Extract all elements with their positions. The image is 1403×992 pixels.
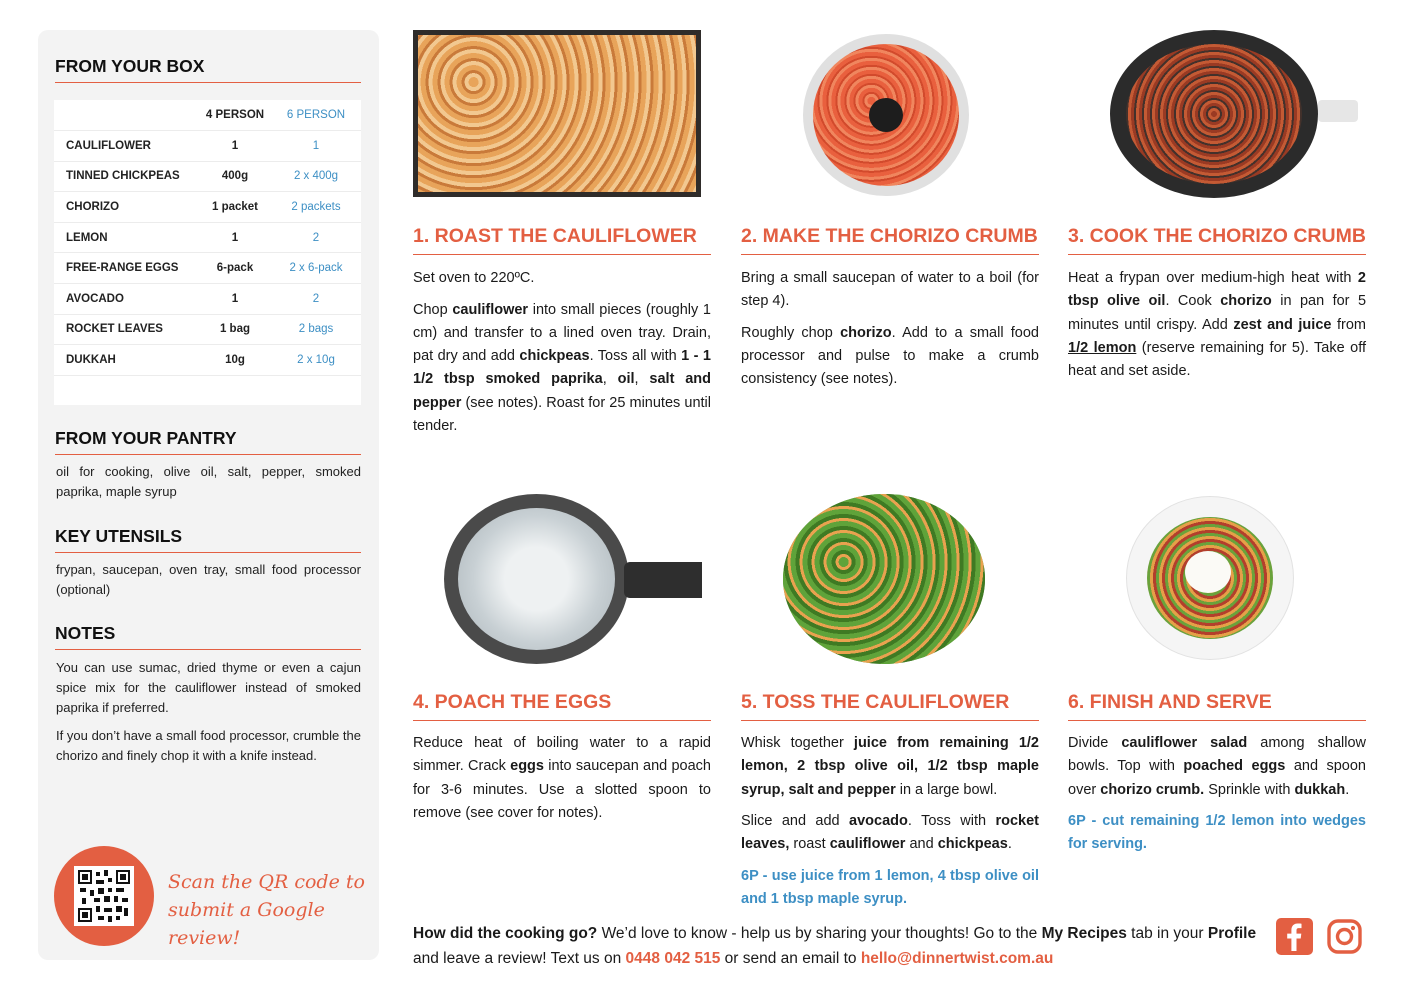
notes-paragraph-2: If you don’t have a small food processor, crumble the chorizo and finely chop it with a knife instead.: [56, 728, 361, 763]
food-processor-photo: [803, 34, 969, 196]
key-utensils-heading: KEY UTENSILS: [55, 526, 361, 553]
feedback-footer: [413, 921, 1263, 971]
ingredient-6p: 1: [271, 131, 361, 162]
ingredients-table: [54, 100, 361, 405]
ingredient-6p: 2 x 400g: [271, 161, 361, 192]
table-row: [54, 131, 361, 162]
step-5-title: 5. TOSS THE CAULIFLOWER: [741, 691, 1039, 721]
step-2-title: 2. MAKE THE CHORIZO CRUMB: [741, 225, 1039, 255]
ingredient-4p: 6-pack: [199, 253, 271, 284]
step-5-line-2: Slice and add avocado. Toss with rocket leaves, roast cauliflower and chickpeas.: [741, 813, 1040, 853]
step-3-line-1: Heat a frypan over medium-high heat with 2 tbsp olive oil. Cook chorizo in pan for 5 minutes until crispy. Add zest and juice from 1/2 lemon (reserve remaining for 5). Take off heat and set aside.: [1068, 270, 1367, 380]
notes-paragraph-1: You can use sumac, dried thyme or even a cajun spice mix for the cauliflower instead of smoked paprika if preferred.: [56, 660, 361, 715]
frypan-chorizo-photo: [1110, 30, 1318, 198]
facebook-icon[interactable]: [1276, 918, 1313, 955]
ingredient-name: DUKKAH: [54, 345, 199, 376]
table-spacer: [54, 375, 361, 405]
step-1-line-2: Chop cauliflower into small pieces (roughly 1 cm) and transfer to a lined oven tray. Drain, pat dry and add chickpeas. Toss all with 1 - 1 1/2 tbsp smoked paprika, oil, salt and pepper (see notes). Roast for 25 minutes until tender.: [413, 301, 712, 435]
step-6-body: [1068, 732, 1366, 865]
frypan-handle: [1318, 100, 1358, 122]
ingredient-4p: 10g: [199, 345, 271, 376]
qr-caption: [168, 868, 368, 952]
table-row: [54, 192, 361, 223]
ingredient-6p: 2 x 6-pack: [271, 253, 361, 284]
qr-caption-line-2: submit a Google review!: [168, 899, 325, 949]
table-row: [54, 222, 361, 253]
step-5-line-1: Whisk together juice from remaining 1/2 lemon, 2 tbsp olive oil, 1/2 tbsp maple syrup, salt and pepper in a large bowl.: [741, 735, 1039, 798]
table-row: [54, 161, 361, 192]
saucepan-handle: [624, 562, 702, 598]
table-row: [54, 345, 361, 376]
step-2-line-2: Roughly chop chorizo. Add to a small food processor and pulse to make a crumb consistency (see notes).: [741, 324, 1040, 388]
instagram-icon[interactable]: [1326, 918, 1363, 955]
step-2-body: [741, 267, 1039, 400]
ingredient-name: AVOCADO: [54, 284, 199, 315]
ingredient-6p: 2 bags: [271, 314, 361, 345]
email-link[interactable]: hello@dinnertwist.com.au: [860, 950, 1054, 967]
table-header-4-person: 4 PERSON: [199, 100, 271, 131]
roasted-cauliflower-photo: [413, 30, 701, 197]
footer-text-2: tab in your: [1126, 925, 1208, 942]
footer-my-recipes: My Recipes: [1041, 925, 1127, 942]
step-3-title: 3. COOK THE CHORIZO CRUMB: [1068, 225, 1366, 255]
ingredient-6p: 2: [271, 284, 361, 315]
table-row: [54, 284, 361, 315]
pantry-text: oil for cooking, olive oil, salt, pepper, smoked paprika, maple syrup: [56, 464, 361, 499]
qr-caption-line-1: Scan the QR code to: [168, 871, 365, 893]
step-5-6p-note: 6P - use juice from 1 lemon, 4 tbsp olive oil and 1 tbsp maple syrup.: [741, 868, 1039, 908]
table-header-blank: [54, 100, 199, 131]
from-your-box-heading: FROM YOUR BOX: [55, 56, 361, 83]
footer-profile: Profile: [1207, 925, 1257, 942]
qr-code-icon[interactable]: [74, 866, 134, 926]
ingredient-6p: 2 x 10g: [271, 345, 361, 376]
table-row: [54, 253, 361, 284]
table-row: [54, 314, 361, 345]
step-6-line-1: Divide cauliflower salad among shallow bowls. Top with poached eggs and spoon over chorizo crumb. Sprinkle with dukkah.: [1068, 735, 1366, 798]
step-1-title: 1. ROAST THE CAULIFLOWER: [413, 225, 711, 255]
ingredients-sidebar: [38, 30, 379, 960]
step-2-line-1: Bring a small saucepan of water to a boil (for step 4).: [741, 270, 1039, 310]
notes-heading: NOTES: [55, 623, 361, 650]
ingredient-name: FREE-RANGE EGGS: [54, 253, 199, 284]
footer-question: How did the cooking go?: [413, 925, 598, 942]
ingredient-name: TINNED CHICKPEAS: [54, 161, 199, 192]
ingredient-4p: 1 bag: [199, 314, 271, 345]
step-5-body: [741, 732, 1039, 920]
footer-text-3: and leave a review! Text us on: [413, 950, 626, 967]
table-header-row: [54, 100, 361, 131]
phone-link[interactable]: 0448 042 515: [625, 950, 721, 967]
step-4-body: [413, 732, 711, 833]
step-6-6p-note: 6P - cut remaining 1/2 lemon into wedges for serving.: [1068, 813, 1366, 853]
ingredient-name: LEMON: [54, 222, 199, 253]
ingredient-6p: 2: [271, 222, 361, 253]
utensils-text: frypan, saucepan, oven tray, small food processor (optional): [56, 562, 361, 597]
step-1-line-1: Set oven to 220ºC.: [413, 270, 535, 286]
ingredient-4p: 1: [199, 284, 271, 315]
table-header-6-person: 6 PERSON: [271, 100, 361, 131]
step-4-line-1: Reduce heat of boiling water to a rapid simmer. Crack eggs into saucepan and poach for 3-6 minutes. Use a slotted spoon to remove (see cover for notes).: [413, 735, 711, 821]
ingredient-4p: 1: [199, 131, 271, 162]
step-4-title: 4. POACH THE EGGS: [413, 691, 711, 721]
ingredient-4p: 400g: [199, 161, 271, 192]
qr-badge[interactable]: [54, 846, 154, 946]
step-6-title: 6. FINISH AND SERVE: [1068, 691, 1366, 721]
step-1-body: [413, 267, 711, 447]
finished-dish-photo: [1126, 496, 1294, 660]
ingredient-name: CAULIFLOWER: [54, 131, 199, 162]
poached-eggs-photo: [444, 494, 629, 664]
ingredient-4p: 1: [199, 222, 271, 253]
ingredient-name: ROCKET LEAVES: [54, 314, 199, 345]
salad-bowl-photo: [783, 494, 985, 664]
ingredient-6p: 2 packets: [271, 192, 361, 223]
footer-text-1: We’d love to know - help us by sharing your thoughts! Go to the: [597, 925, 1042, 942]
footer-text-4: or send an email to: [720, 950, 861, 967]
ingredient-4p: 1 packet: [199, 192, 271, 223]
ingredient-name: CHORIZO: [54, 192, 199, 223]
step-3-body: [1068, 267, 1366, 392]
from-your-pantry-heading: FROM YOUR PANTRY: [55, 428, 361, 455]
